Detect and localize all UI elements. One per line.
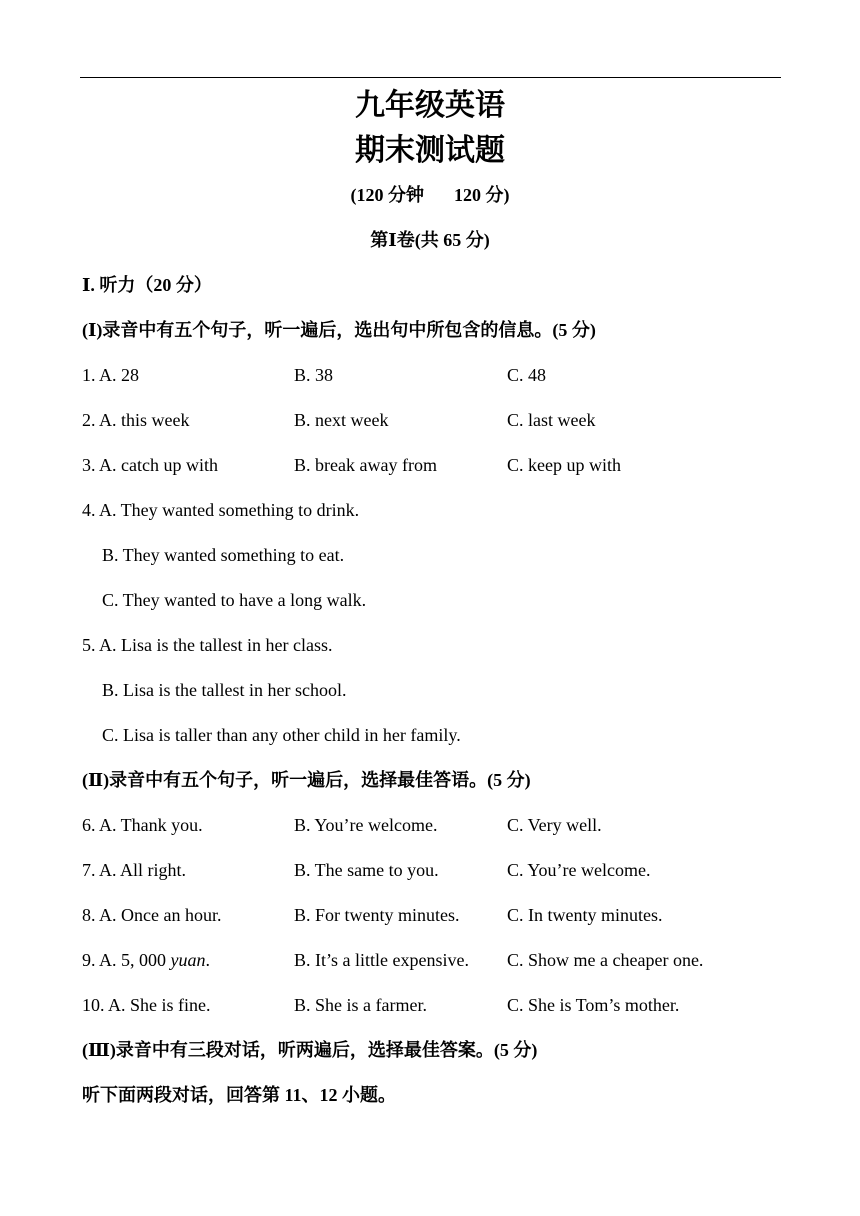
q1-option-a: 1. A. 28	[82, 365, 140, 385]
q1-option-b: B. 38	[294, 365, 334, 385]
part2-heading: (Ⅱ)录音中有五个句子，听一遍后，选择最佳答语。(5 分)	[82, 770, 531, 790]
q8-option-a: 8. A. Once an hour.	[82, 905, 222, 925]
q7-option-a: 7. A. All right.	[82, 860, 187, 880]
score-info: 120 分)	[454, 185, 510, 205]
q4-option-c: C. They wanted to have a long walk.	[102, 590, 367, 610]
q4-option-b: B. They wanted something to eat.	[102, 545, 345, 565]
q9-option-a	[82, 948, 210, 972]
part3-instruction: 听下面两段对话，回答第 11、12 小题。	[82, 1085, 397, 1105]
exam-info	[0, 183, 860, 207]
q9-option-a-italic: yuan	[170, 950, 206, 970]
title-line1: 九年级英语	[355, 88, 505, 123]
part3-heading: (Ⅲ)录音中有三段对话，听两遍后，选择最佳答案。(5 分)	[82, 1040, 538, 1060]
q6-option-a: 6. A. Thank you.	[82, 815, 203, 835]
volume-heading: 第Ⅰ卷(共 65 分)	[370, 230, 490, 250]
q3-option-c: C. keep up with	[507, 455, 621, 475]
q10-option-b: B. She is a farmer.	[294, 995, 427, 1015]
time-info: (120 分钟	[350, 185, 424, 205]
q2-option-c: C. last week	[507, 410, 596, 430]
q9-option-b: B. It’s a little expensive.	[294, 950, 469, 970]
q2-option-b: B. next week	[294, 410, 389, 430]
q6-option-b: B. You’re welcome.	[294, 815, 438, 835]
part1-heading: (Ⅰ)录音中有五个句子，听一遍后，选出句中所包含的信息。(5 分)	[82, 320, 596, 340]
q10-option-c: C. She is Tom’s mother.	[507, 995, 680, 1015]
q9-option-c: C. Show me a cheaper one.	[507, 950, 704, 970]
q5-option-b: B. Lisa is the tallest in her school.	[102, 680, 347, 700]
q9-option-a-prefix: 9. A. 5, 000	[82, 950, 171, 970]
q8-option-c: C. In twenty minutes.	[507, 905, 663, 925]
title-line2: 期末测试题	[355, 133, 505, 168]
header-rule	[80, 77, 781, 78]
q3-option-a: 3. A. catch up with	[82, 455, 218, 475]
q3-option-b: B. break away from	[294, 455, 437, 475]
q4-option-a: 4. A. They wanted something to drink.	[82, 500, 360, 520]
q7-option-b: B. The same to you.	[294, 860, 439, 880]
q2-option-a: 2. A. this week	[82, 410, 190, 430]
section1-heading: Ⅰ. 听力（20 分）	[82, 275, 212, 295]
q10-option-a: 10. A. She is fine.	[82, 995, 211, 1015]
q6-option-c: C. Very well.	[507, 815, 602, 835]
q5-option-a: 5. A. Lisa is the tallest in her class.	[82, 635, 333, 655]
q9-option-a-suffix: .	[205, 950, 211, 970]
q7-option-c: C. You’re welcome.	[507, 860, 651, 880]
q5-option-c: C. Lisa is taller than any other child in her family.	[102, 725, 461, 745]
q1-option-c: C. 48	[507, 365, 547, 385]
q8-option-b: B. For twenty minutes.	[294, 905, 460, 925]
